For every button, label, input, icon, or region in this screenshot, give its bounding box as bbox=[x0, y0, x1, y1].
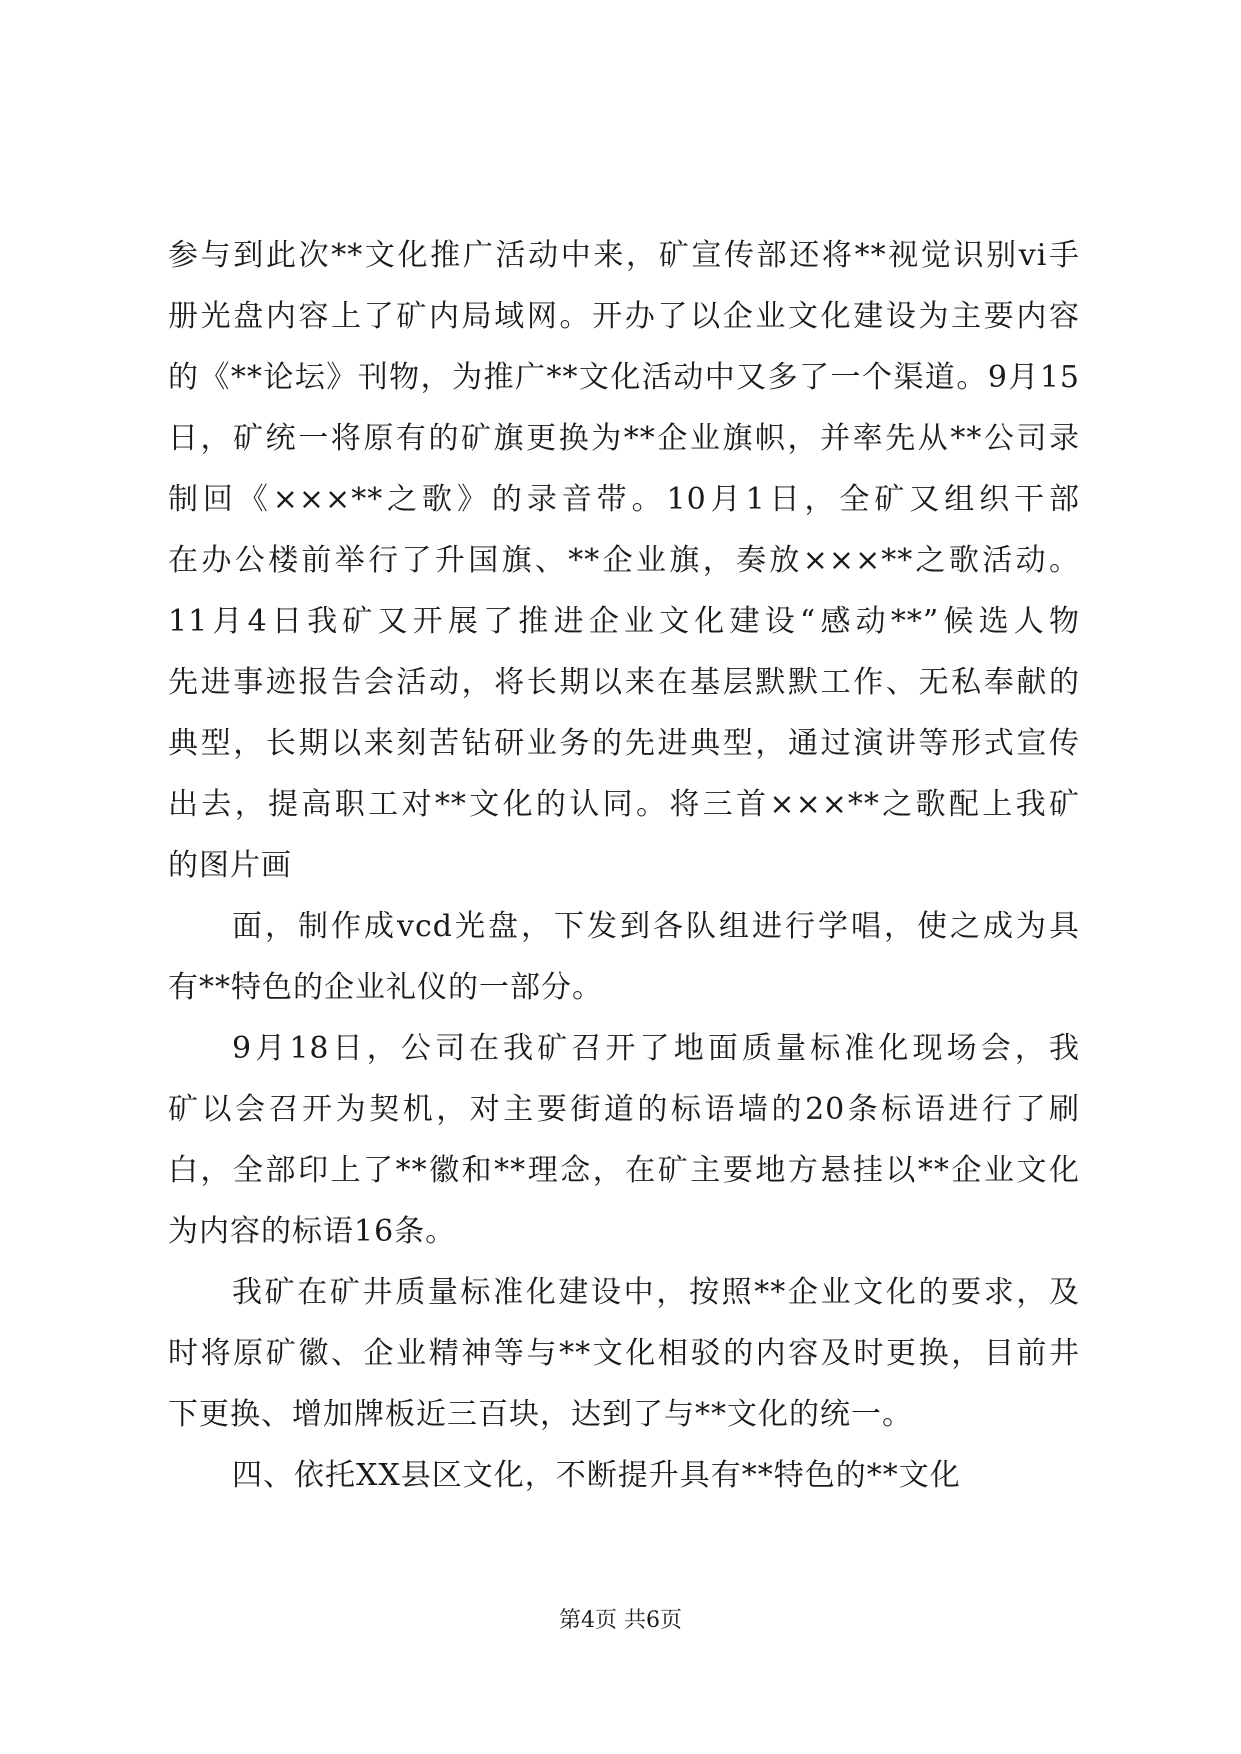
text-line: 的图片画 bbox=[168, 848, 292, 883]
text-line: 面，制作成vcd光盘，下发到各队组进行学唱，使之成为具 bbox=[232, 909, 1080, 944]
page-number: 第4页 共6页 bbox=[559, 1608, 682, 1633]
text-line: 下更换、增加牌板近三百块，达到了与**文化的统一。 bbox=[168, 1397, 913, 1432]
text-line: 9月18日，公司在我矿召开了地面质量标准化现场会，我 bbox=[232, 1031, 1080, 1066]
text-line: 有**特色的企业礼仪的一部分。 bbox=[168, 970, 603, 1005]
page-footer bbox=[0, 1606, 1241, 1636]
text-line: 白，全部印上了**徽和**理念，在矿主要地方悬挂以**企业文化 bbox=[168, 1153, 1080, 1188]
section-heading: 四、依托XX县区文化，不断提升具有**特色的**文化 bbox=[232, 1458, 961, 1493]
text-line: 在办公楼前举行了升国旗、**企业旗，奏放×××**之歌活动。 bbox=[168, 543, 1080, 578]
text-line: 出去，提高职工对**文化的认同。将三首×××**之歌配上我矿 bbox=[168, 787, 1080, 822]
text-line: 矿以会召开为契机，对主要街道的标语墙的20条标语进行了刷 bbox=[168, 1092, 1080, 1127]
text-line: 的《**论坛》刊物，为推广**文化活动中又多了一个渠道。9月15 bbox=[168, 360, 1080, 395]
text-line: 先进事迹报告会活动，将长期以来在基层默默工作、无私奉献的 bbox=[168, 665, 1080, 700]
text-line: 制回《×××**之歌》的录音带。10月1日，全矿又组织干部 bbox=[168, 482, 1080, 517]
text-line: 典型，长期以来刻苦钻研业务的先进典型，通过演讲等形式宣传 bbox=[168, 726, 1080, 761]
text-line: 11月4日我矿又开展了推进企业文化建设“感动**”候选人物 bbox=[168, 604, 1080, 639]
body-text bbox=[168, 225, 1080, 1506]
text-line: 日，矿统一将原有的矿旗更换为**企业旗帜，并率先从**公司录 bbox=[168, 421, 1080, 456]
text-line: 参与到此次**文化推广活动中来，矿宣传部还将**视觉识别vi手 bbox=[168, 238, 1080, 273]
text-line: 时将原矿徽、企业精神等与**文化相驳的内容及时更换，目前井 bbox=[168, 1336, 1080, 1371]
text-line: 册光盘内容上了矿内局域网。开办了以企业文化建设为主要内容 bbox=[168, 299, 1080, 334]
text-line: 我矿在矿井质量标准化建设中，按照**企业文化的要求，及 bbox=[232, 1275, 1080, 1310]
text-line: 为内容的标语16条。 bbox=[168, 1214, 457, 1249]
